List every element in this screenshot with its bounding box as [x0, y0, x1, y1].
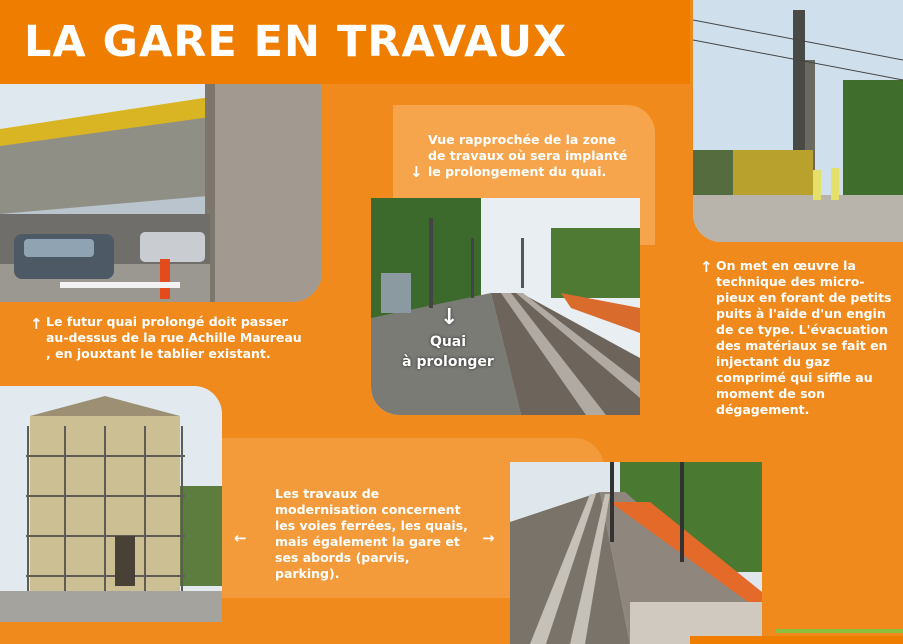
photo-station-building: [0, 386, 222, 622]
accent-bar-orange: [690, 636, 903, 644]
modernisation-right-arrow: →: [482, 529, 495, 547]
modernisation-left-arrow: ←: [234, 529, 247, 547]
quai-label: [398, 332, 498, 372]
piles-caption: On met en œuvre la technique des micro-pieux en forant de petits puits à l'aide d'un engin de ce type. L'évacuation des matériaux se fait en injectant du gaz comprimé qui siffle au moment de son dégagement.: [716, 258, 892, 417]
photo-quai: [371, 198, 640, 415]
photo-bridge: [0, 84, 322, 302]
photo-drilling-machine: [693, 0, 903, 242]
bridge-up-arrow: ↑: [30, 315, 43, 333]
bridge-caption: Le futur quai prolongé doit passer au-dessus de la rue Achille Maureau , en jouxtant le tablier existant.: [46, 314, 302, 361]
piles-up-arrow: ↑: [700, 258, 713, 276]
zone-down-arrow: ↓: [410, 163, 423, 181]
page-title: LA GARE EN TRAVAUX: [24, 17, 568, 67]
modernisation-caption: Les travaux de modernisation concernent les voies ferrées, les quais, mais également la gare et ses abords (parvis, parking).: [275, 486, 468, 581]
quai-label-line2: à prolonger: [402, 354, 494, 370]
quai-down-arrow: ↓: [440, 305, 459, 330]
zone-caption: Vue rapprochée de la zone de travaux où sera implanté le prolongement du quai.: [428, 132, 628, 179]
photo-track-works: [510, 462, 762, 644]
accent-bar-green: [776, 629, 903, 633]
quai-label-line1: Quai: [429, 334, 467, 350]
